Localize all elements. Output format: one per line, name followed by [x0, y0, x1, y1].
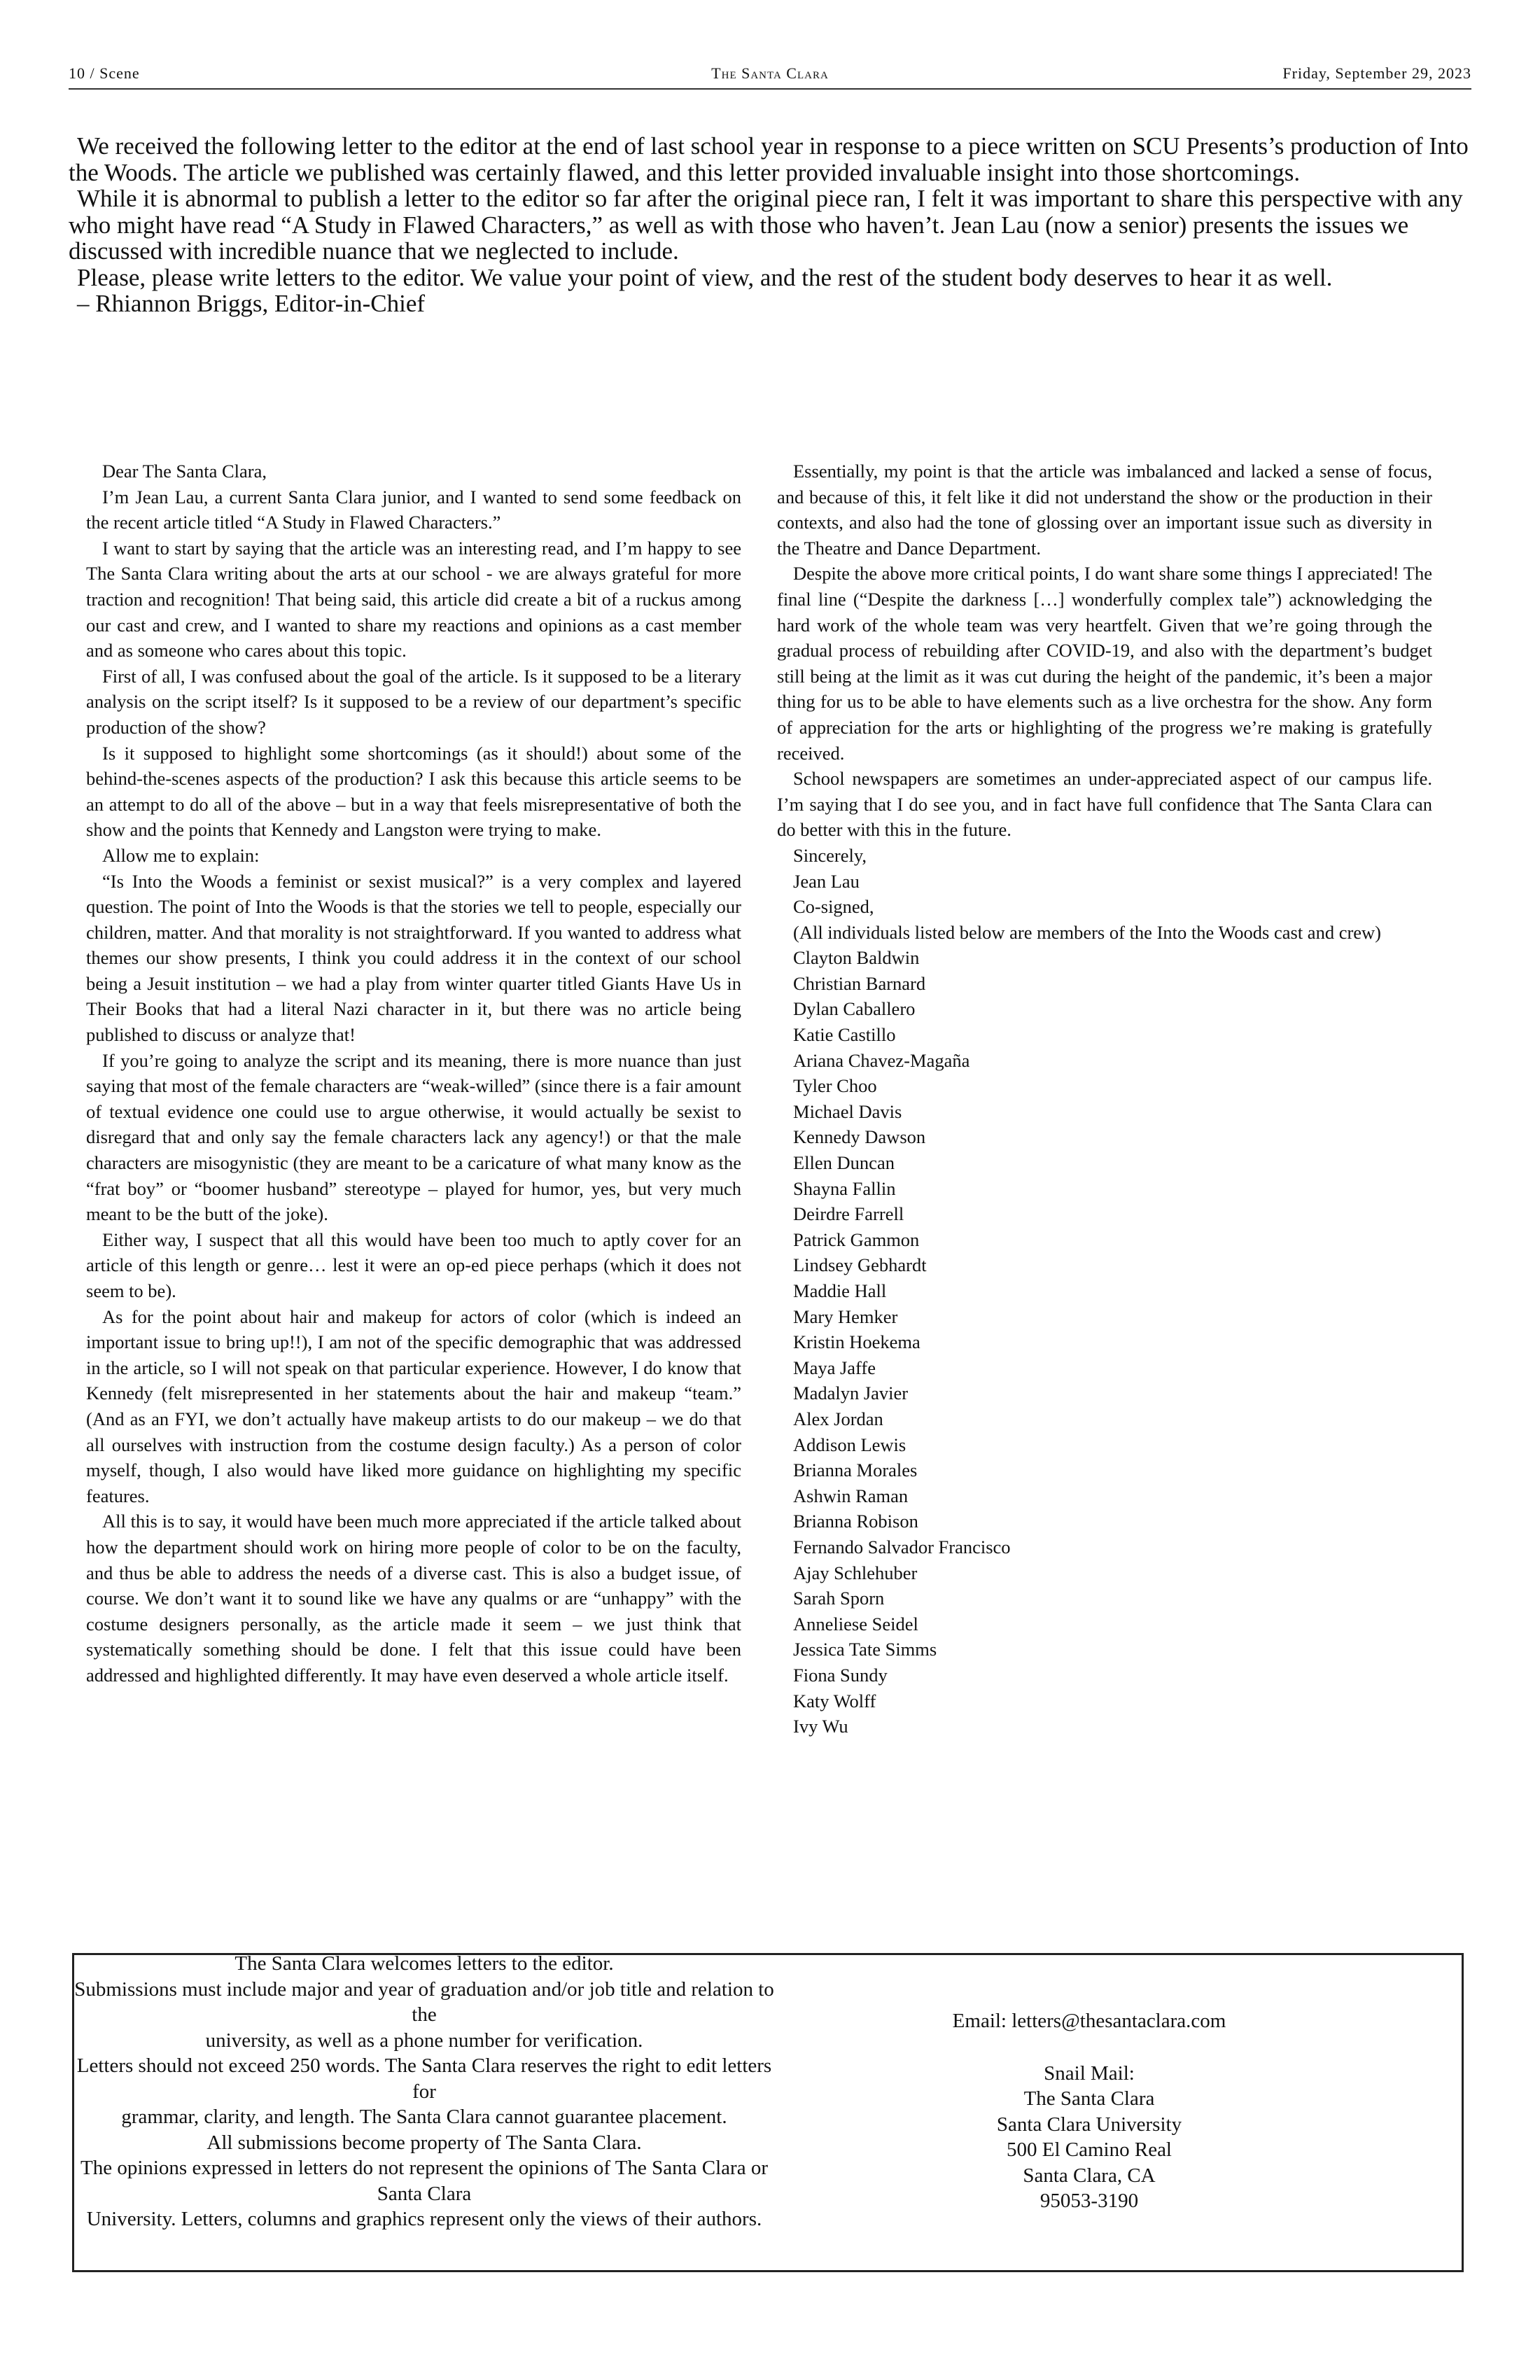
cosigner-name: Shayna Fallin [793, 1177, 896, 1199]
cosigner-name: Jessica Tate Simms [793, 1639, 937, 1660]
issue-date: Friday, September 29, 2023 [1282, 64, 1471, 82]
letter-signature: Jean Lau [793, 870, 860, 892]
cosigner-name: Katy Wolff [793, 1690, 876, 1712]
submission-policy [74, 1951, 774, 2232]
editor-note-paragraph: Please, please write letters to the editor. We value your point of view, and the rest of the student body deserves to hear it as well. [77, 263, 1333, 291]
address-line: 500 El Camino Real [1007, 2138, 1172, 2161]
letter-closing: Sincerely, [793, 844, 867, 866]
address-line: Santa Clara, CA [1023, 2164, 1156, 2187]
letter-column-left [86, 458, 741, 1688]
cosigner-name: Ashwin Raman [793, 1485, 909, 1506]
letters-policy-box [72, 1953, 1464, 2272]
policy-line: university, as well as a phone number for verification. [205, 2029, 643, 2052]
letter-paragraph: Despite the above more critical points, I do want share some things I appreciated! The final line (“Despite the darkness […] wonderfully complex tale”) acknowledging the hard work of the whole team was very heartfelt. Given that we’re going through the gradual process of rebuilding after COVID-19, and also with the department’s budget still being at the limit as it was cut during the height of the pandemic, it’s been a major thing for us to be able to have elements such as a live orchestra for the show. Any form of appreciation for the arts or highlighting of the progress we’re making is gratefully received. [777, 563, 1432, 764]
cosigner-name: Katie Castillo [793, 1024, 896, 1046]
editor-note-signature: – Rhiannon Briggs, Editor-in-Chief [77, 290, 426, 317]
letter-paragraph: First of all, I was confused about the goal of the article. Is it supposed to be a literary analysis on the script itself? Is it supposed to be a review of our department’s specific production of the show? [86, 665, 741, 738]
letter-paragraph: Is it supposed to highlight some shortcomings (as it should!) about some of the behind-the-scenes aspects of the production? I ask this because this article seems to be an attempt to do all of the above – but in a way that feels misrepresentative of both the show and the points that Kennedy and Langston were trying to make. [86, 742, 741, 841]
editor-note [69, 133, 1471, 317]
mail-label: Snail Mail: [1044, 2062, 1135, 2085]
letter-paragraph: All this is to say, it would have been much more appreciated if the article talked about how the department should work on hiring more people of color to be on the faculty, and thus be able to address the needs of a diverse cast. This is also a budget issue, of course. We don’t want it to sound like we have any qualms or are “unhappy” with the costume designers personally, as the article made it seem – we just think that systematically something should be done. I felt that this issue could have been addressed and highlighted differently. It may have even deserved a whole article itself. [86, 1511, 741, 1686]
cosigner-list [777, 945, 1432, 1739]
address-line: Santa Clara University [996, 2113, 1182, 2136]
cosigner-name: Mary Hemker [793, 1306, 898, 1327]
cosigner-name: Christian Barnard [793, 972, 926, 994]
cosigner-name: Michael Davis [793, 1100, 902, 1122]
cosigner-name: Fernando Salvador Francisco [793, 1536, 1011, 1558]
page-header [69, 64, 1471, 88]
address-line: 95053-3190 [1040, 2190, 1139, 2212]
letter-paragraph: Allow me to explain: [102, 844, 260, 866]
policy-line: All submissions become property of The Santa Clara. [206, 2131, 642, 2154]
address-line: The Santa Clara [1023, 2087, 1155, 2110]
letter-column-right [777, 458, 1432, 1740]
cosigner-name: Deirdre Farrell [793, 1203, 904, 1225]
cosigner-name: Clayton Baldwin [793, 947, 920, 969]
cosigner-name: Ariana Chavez-Magaña [793, 1049, 970, 1071]
cosigner-name: Anneliese Seidel [793, 1613, 918, 1634]
paper-name: The Santa Clara [711, 64, 829, 82]
cosigned-note: (All individuals listed below are members of the Into the Woods cast and crew) [793, 921, 1382, 943]
cosigner-name: Addison Lewis [793, 1434, 906, 1455]
letter-paragraph: If you’re going to analyze the script and its meaning, there is more nuance than just saying that most of the female characters are “weak-willed” (since there is a fair amount of textual evidence one could use to argue otherwise, it would actually be sexist to disregard that and only say the female characters lack any agency!) or that the male characters are misogynistic (they are meant to be a caricature of what many know as the “frat boy” or “boomer husband” stereotype – played for humor, yes, but very much meant to be the butt of the joke). [86, 1049, 741, 1225]
editor-note-paragraph: While it is abnormal to publish a letter to the editor so far after the original piece ran, I felt it was important to share this perspective with any who might have read “A Study in Flawed Characters,” as well as with those who haven’t. Jean Lau (now a senior) presents the issues we discussed with incredible nuance that we neglected to include. [69, 185, 1463, 265]
cosigner-name: Ivy Wu [793, 1716, 848, 1737]
cosigner-name: Ellen Duncan [793, 1152, 895, 1174]
cosigned-label: Co-signed, [793, 896, 874, 918]
header-divider [69, 88, 1471, 90]
policy-line: The opinions expressed in letters do not represent the opinions of The Santa Clara or Santa Clara [80, 2157, 768, 2205]
cosigner-name: Sarah Sporn [793, 1588, 885, 1609]
cosigner-name: Kennedy Dawson [793, 1126, 926, 1148]
letter-paragraph: As for the point about hair and makeup for actors of color (which is indeed an important issue to bring up!!), I am not of the specific demographic that was addressed in the article, so I will not speak on that particular experience. However, I do know that Kennedy (felt misrepresented in her statements about the hair and makeup “team.” (And as an FYI, we don’t actually have makeup artists to do our makeup – we do that all ourselves with instruction from the costume design faculty.) As a person of color myself, though, I also would have liked more guidance on highlighting my specific features. [86, 1306, 741, 1506]
letter-paragraph: I want to start by saying that the article was an interesting read, and I’m happy to see The Santa Clara writing about the arts at our school - we are always grateful for more traction and recognition! That being said, this article did create a bit of a ruckus among our cast and crew, and I wanted to share my reactions and opinions as a cast member and as someone who cares about this topic. [86, 537, 741, 662]
policy-line: grammar, clarity, and length. The Santa Clara cannot guarantee placement. [121, 2106, 727, 2128]
cosigner-name: Maya Jaffe [793, 1357, 876, 1378]
cosigner-name: Brianna Morales [793, 1460, 918, 1481]
cosigner-name: Madalyn Javier [793, 1382, 909, 1404]
cosigner-name: Fiona Sundy [793, 1664, 888, 1686]
cosigner-name: Dylan Caballero [793, 998, 916, 1020]
letter-salutation: Dear The Santa Clara, [102, 461, 267, 482]
cosigner-name: Brianna Robison [793, 1511, 918, 1532]
contact-info [844, 2008, 1334, 2214]
policy-line: Submissions must include major and year of graduation and/or job title and relation to the [74, 1977, 774, 2026]
contact-email: Email: letters@thesantaclara.com [952, 2010, 1226, 2032]
cosigner-name: Alex Jordan [793, 1408, 883, 1429]
letter-paragraph: “Is Into the Woods a feminist or sexist musical?” is a very complex and layered question. The point of Into the Woods is that the stories we tell to people, especially our children, matter. And that morality is not straightforward. If you wanted to address what themes our show presents, I think you could address it in the context of our school being a Jesuit institution – we had a play from winter quarter titled Giants Have Us in Their Books that had a literal Nazi character in it, but there was no article being published to discuss or analyze that! [86, 870, 741, 1046]
editor-note-paragraph: We received the following letter to the editor at the end of last school year in response to a piece written on SCU Presents’s production of Into the Woods. The article we published was certainly flawed, and this letter provided invaluable insight into those shortcomings. [69, 132, 1469, 186]
letter-paragraph: Essentially, my point is that the article was imbalanced and lacked a sense of focus, and because of this, it felt like it did not understand the show or the production in their contexts, and also had the tone of glossing over an important issue such as diversity in the Theatre and Dance Department. [777, 461, 1432, 559]
cosigner-name: Tyler Choo [793, 1075, 877, 1097]
policy-line: Letters should not exceed 250 words. The Santa Clara reserves the right to edit letters for [76, 2054, 772, 2103]
policy-line: The Santa Clara welcomes letters to the editor. [234, 1952, 614, 1975]
policy-line: University. Letters, columns and graphics represent only the views of their authors. [86, 2208, 762, 2230]
letter-paragraph: I’m Jean Lau, a current Santa Clara junior, and I wanted to send some feedback on the recent article titled “A Study in Flawed Characters.” [86, 486, 741, 533]
cosigner-name: Patrick Gammon [793, 1228, 920, 1250]
cosigner-name: Maddie Hall [793, 1280, 887, 1301]
cosigner-name: Ajay Schlehuber [793, 1562, 918, 1583]
letter-paragraph: Either way, I suspect that all this would have been too much to aptly cover for an article of this length or genre… lest it were an op-ed piece perhaps (which it does not seem to be). [86, 1228, 741, 1301]
cosigner-name: Kristin Hoekema [793, 1331, 920, 1353]
letter-paragraph: School newspapers are sometimes an under-appreciated aspect of our campus life. I’m saying that I do see you, and in fact have full confidence that The Santa Clara can do better with this in the future. [777, 768, 1432, 841]
section-label: 10 / Scene [69, 64, 140, 82]
cosigner-name: Lindsey Gebhardt [793, 1254, 927, 1276]
